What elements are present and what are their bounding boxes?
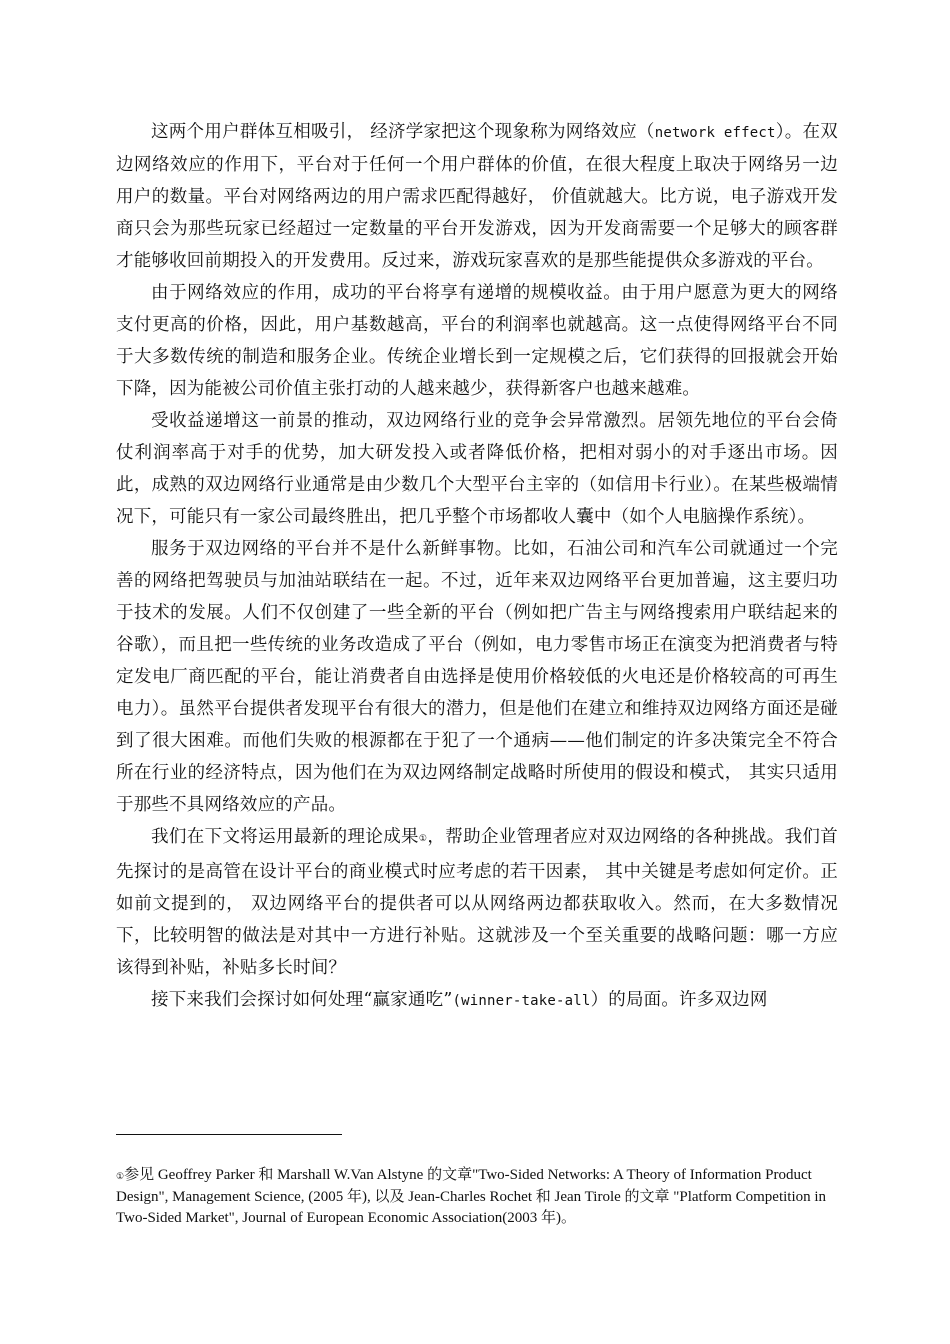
footnote-divider [116,1134,342,1135]
paragraph-network-effect [116,116,838,277]
paragraph-1-text-end: ）。在双边网络效应的作用下，平台对于任何一个用户群体的价值，在很大程度上取决于网络另一边用户的数量。平台对网络两边的用户需求匹配得越好， 价值就越大。比方说，电子游戏开发商只会为那些玩家已经超过一定数量的平台开发游戏，因为开发商需要一个足够大的顾客群才能够收回前期投入的开发费用。反过来，游戏玩家喜欢的是那些能提供众多游戏的平台。 [116,122,838,271]
paragraph-5-text: 我们在下文将运用最新的理论成果 [151,827,419,847]
paragraph-6-text-end: ）的局面。许多双边网 [590,990,768,1010]
paragraph-5-text-end: ，帮助企业管理者应对双边网络的各种挑战。我们首先探讨的是高管在设计平台的商业模式时应考虑的若干因素， 其中关键是考虑如何定价。正如前文提到的， 双边网络平台的提供者可以从网络两边都获取收入。然而，在大多数情况下，比较明智的做法是对其中一方进行补贴。这就涉及一个至关重要的战略问题：哪一方应该得到补贴，补贴多长时间？ [116,827,838,978]
term-winner-take-all: (winner-take-all [452,993,591,1009]
paragraph-winner-take-all [116,984,838,1017]
paragraph-article-outline [116,821,838,984]
paragraph-increasing-returns: 由于网络效应的作用，成功的平台将享有递增的规模收益。由于用户愿意为更大的网络支付更高的价格，因此，用户基数越高，平台的利润率也就越高。这一点使得网络平台不同于大多数传统的制造和服务企业。传统企业增长到一定规模之后，它们获得的回报就会开始下降，因为能被公司价值主张打动的人越来越少，获得新客户也越来越难。 [116,283,838,399]
paragraph-platform-history: 服务于双边网络的平台并不是什么新鲜事物。比如，石油公司和汽车公司就通过一个完善的网络把驾驶员与加油站联结在一起。不过，近年来双边网络平台更加普遍，这主要归功于技术的发展。人们不仅创建了一些全新的平台（例如把广告主与网络搜索用户联结起来的谷歌），而且把一些传统的业务改造成了平台（例如，电力零售市场正在演变为把消费者与特定发电厂商匹配的平台，能让消费者自由选择是使用价格较低的火电还是价格较高的可再生电力）。虽然平台提供者发现平台有很大的潜力，但是他们在建立和维持双边网络方面还是碰到了很大困难。而他们失败的根源都在于犯了一个通病——他们制定的许多决策完全不符合所在行业的经济特点，因为他们在为双边网络制定战略时所使用的假设和模式， 其实只适用于那些不具网络效应的产品。 [116,539,838,815]
footnote-reference: ① [418,834,428,844]
footnote [116,1165,838,1229]
paragraph-1-text: 这两个用户群体互相吸引， 经济学家把这个现象称为网络效应（ [151,122,655,142]
footnote-text: 参见 Geoffrey Parker 和 Marshall W.Van Alstyne 的文章"Two-Sided Networks: A Theory of Information Product Design", Management Science, (2005 年), 以及 Jean-Charles Rochet 和 Jean Tirole 的文章 "Platform Competition in Two-Sided Market", Journal of European Economic Association(2003 年)。 [116,1167,827,1226]
paragraph-competition: 受收益递增这一前景的推动，双边网络行业的竞争会异常激烈。居领先地位的平台会倚仗利润率高于对手的优势，加大研发投入或者降低价格，把相对弱小的对手逐出市场。因此，成熟的双边网络行业通常是由少数几个大型平台主宰的（如信用卡行业）。在某些极端情况下，可能只有一家公司最终胜出，把几乎整个市场都收人囊中（如个人电脑操作系统）。 [116,411,838,527]
paragraph-6-text: 接下来我们会探讨如何处理“赢家通吃” [151,990,453,1010]
footnote-number: ① [116,1171,125,1181]
term-network-effect: network effect [654,125,776,141]
body-text [116,116,838,1017]
